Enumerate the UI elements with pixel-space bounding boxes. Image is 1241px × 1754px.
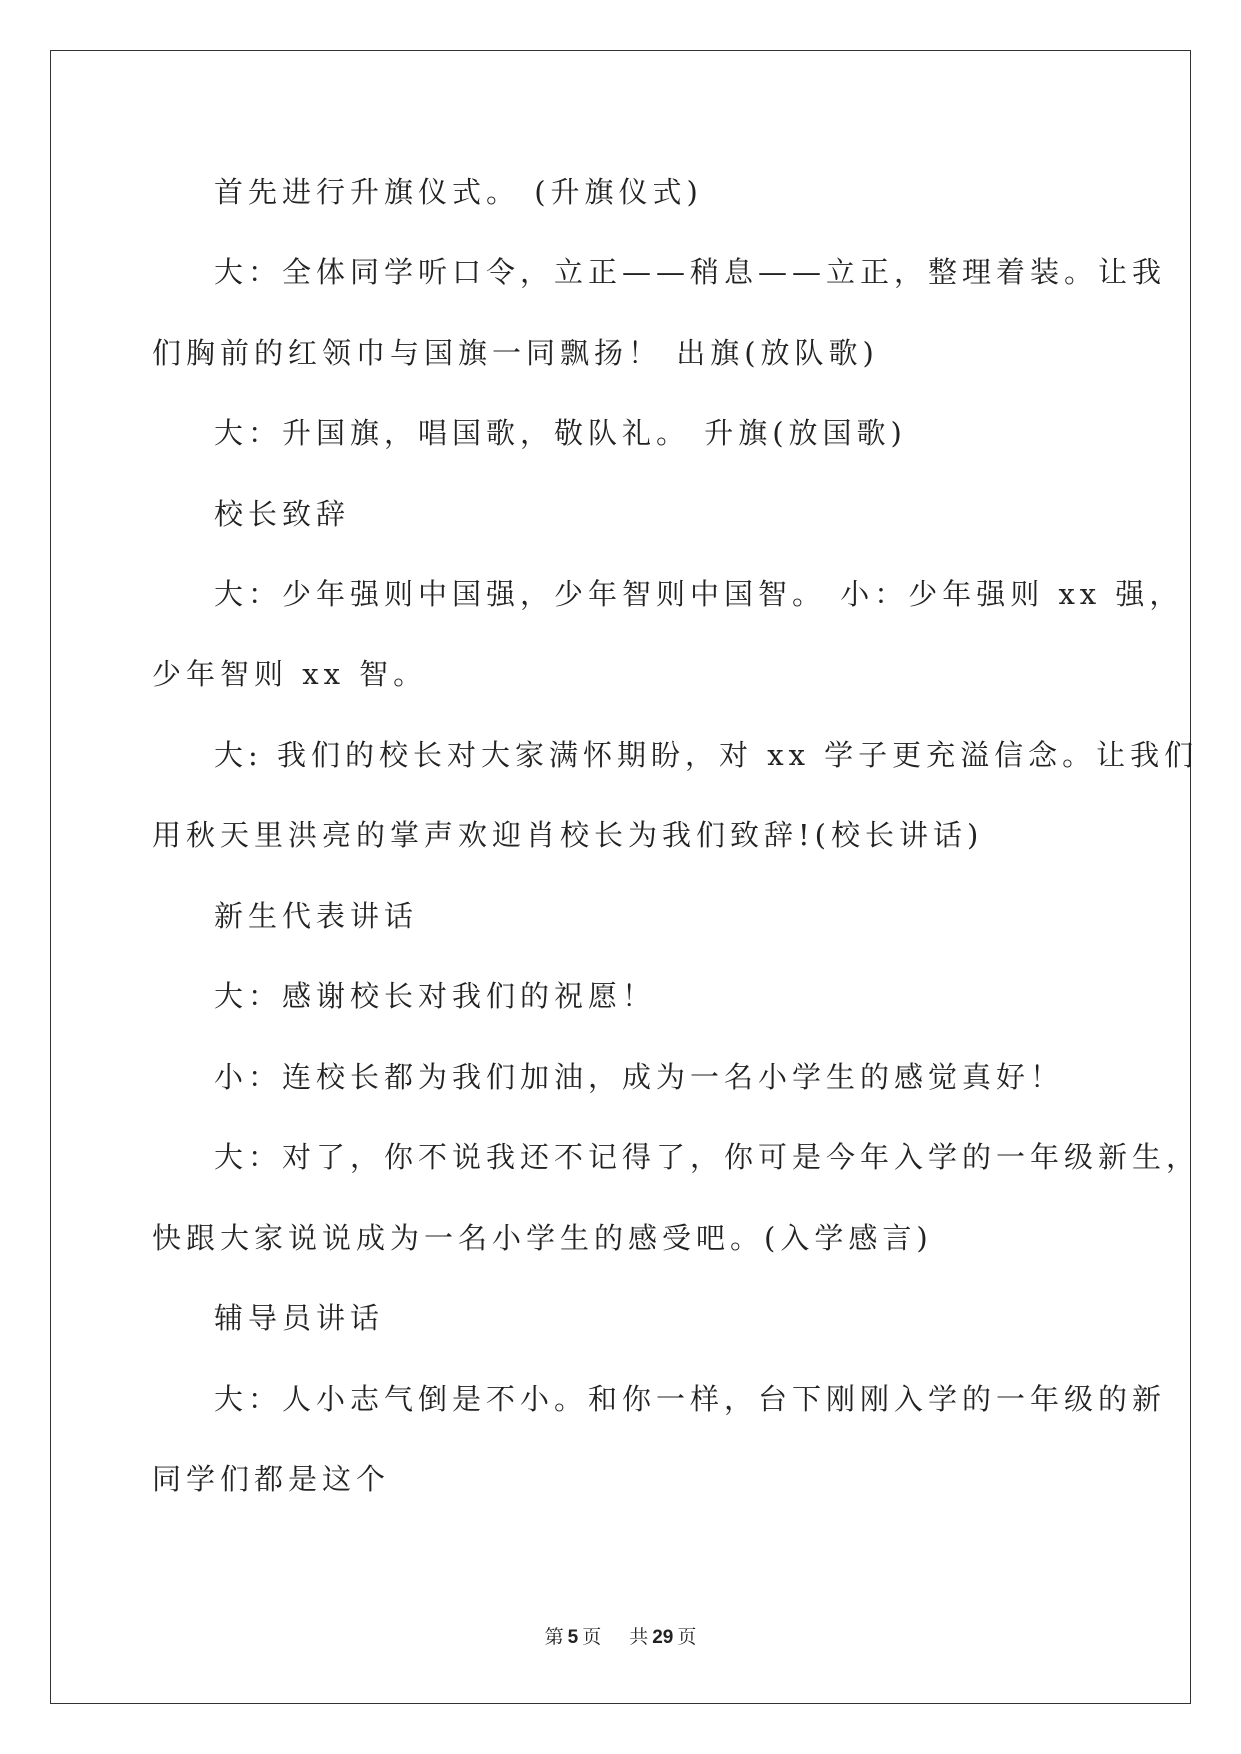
paragraph-line: 小：连校长都为我们加油，成为一名小学生的感觉真好！ [214, 1060, 1065, 1094]
section-heading: 校长致辞 [214, 497, 351, 531]
page-number: 5 [567, 1627, 579, 1648]
paragraph-line: 快跟大家说说成为一名小学生的感受吧。(入学感言) [152, 1221, 933, 1255]
paragraph-line: 用秋天里洪亮的掌声欢迎肖校长为我们致辞!(校长讲话) [152, 818, 984, 852]
paragraph-line: 大：少年强则中国强，少年智则中国智。 小：少年强则 xx 强， [214, 577, 1184, 611]
paragraph-line: 大：全体同学听口令，立正——稍息——立正，整理着装。让我 [214, 255, 1167, 289]
page-suffix: 页 [582, 1626, 602, 1648]
section-heading: 新生代表讲话 [214, 899, 419, 933]
paragraph-line: 首先进行升旗仪式。 (升旗仪式) [214, 175, 703, 209]
paragraph-line: 少年智则 xx 智。 [152, 657, 428, 691]
paragraph-line: 大：人小志气倒是不小。和你一样，台下刚刚入学的一年级的新 [214, 1382, 1167, 1416]
section-heading: 辅导员讲话 [214, 1301, 385, 1335]
total-prefix: 共 [629, 1626, 649, 1648]
paragraph-line: 大：感谢校长对我们的祝愿！ [214, 979, 657, 1013]
total-pages: 29 [652, 1627, 674, 1648]
paragraph-line: 大: 我们的校长对大家满怀期盼，对 xx 学子更充溢信念。让我们 [214, 738, 1199, 772]
paragraph-line: 同学们都是这个 [152, 1462, 391, 1496]
page-border [50, 50, 1201, 1704]
total-suffix: 页 [677, 1626, 697, 1648]
paragraph-line: 们胸前的红领巾与国旗一同飘扬！ 出旗(放队歌) [152, 336, 879, 370]
paragraph-line: 大：对了，你不说我还不记得了，你可是今年入学的一年级新生， [214, 1140, 1201, 1174]
page-prefix: 第 [544, 1626, 564, 1648]
paragraph-line: 大：升国旗，唱国歌，敬队礼。 升旗(放国歌) [214, 416, 907, 450]
page-footer [0, 1622, 1241, 1649]
